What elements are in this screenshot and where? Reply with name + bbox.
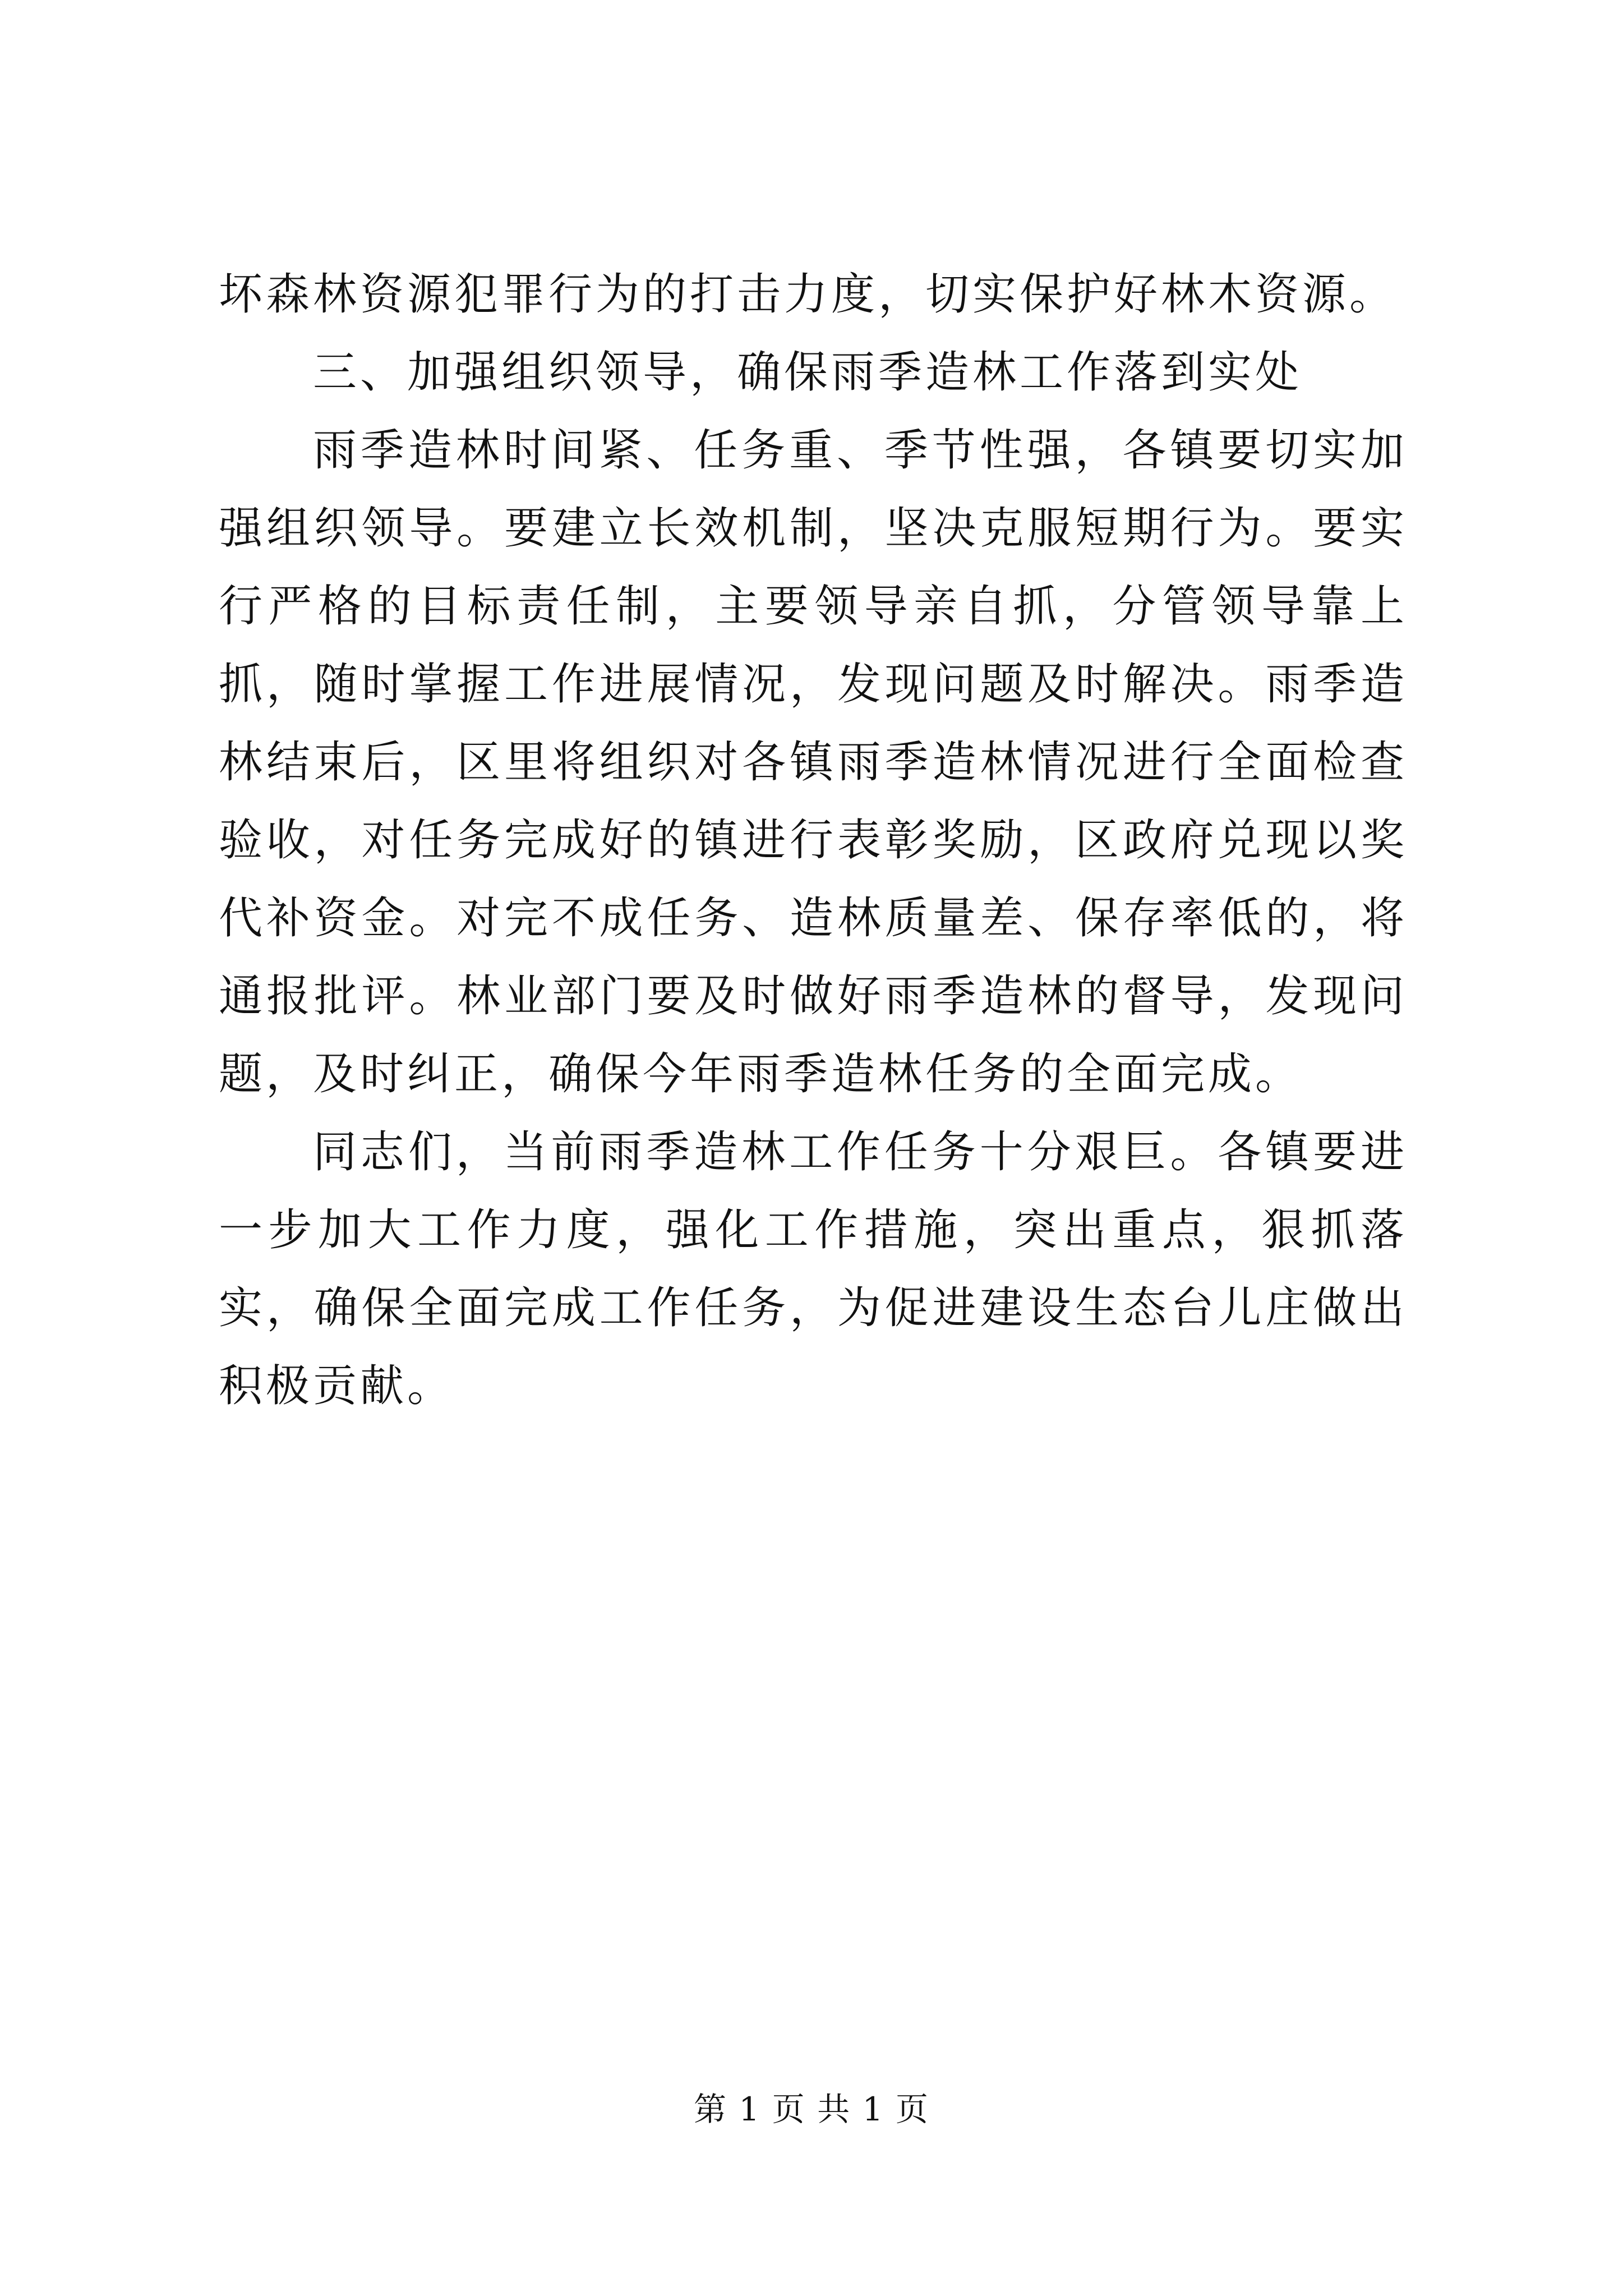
page-number-label: 第 1 页 共 1 页 <box>694 2090 929 2128</box>
paragraph-closing: 同志们，当前雨季造林工作任务十分艰巨。各镇要进一步加大工作力度，强化工作措施，突出重点，狠抓落实，确保全面完成工作任务，为促进建设生态台儿庄做出积极贡献。 <box>219 1127 1408 1411</box>
document-body <box>219 256 1408 1425</box>
page-footer <box>0 2087 1623 2132</box>
paragraph-body: 雨季造林时间紧、任务重、季节性强，各镇要切实加强组织领导。要建立长效机制，坚决克服短期行为。要实行严格的目标责任制，主要领导亲自抓，分管领导靠上抓，随时掌握工作进展情况，发现问题及时解决。雨季造林结束后，区里将组织对各镇雨季造林情况进行全面检查验收，对任务完成好的镇进行表彰奖励，区政府兑现以奖代补资金。对完不成任务、造林质量差、保存率低的，将通报批评。林业部门要及时做好雨季造林的督导，发现问题，及时纠正，确保今年雨季造林任务的全面完成。 <box>219 425 1408 1099</box>
paragraph-continuation: 坏森林资源犯罪行为的打击力度，切实保护好林木资源。 <box>219 269 1397 320</box>
section-heading: 三、加强组织领导，确保雨季造林工作落到实处 <box>313 347 1303 398</box>
